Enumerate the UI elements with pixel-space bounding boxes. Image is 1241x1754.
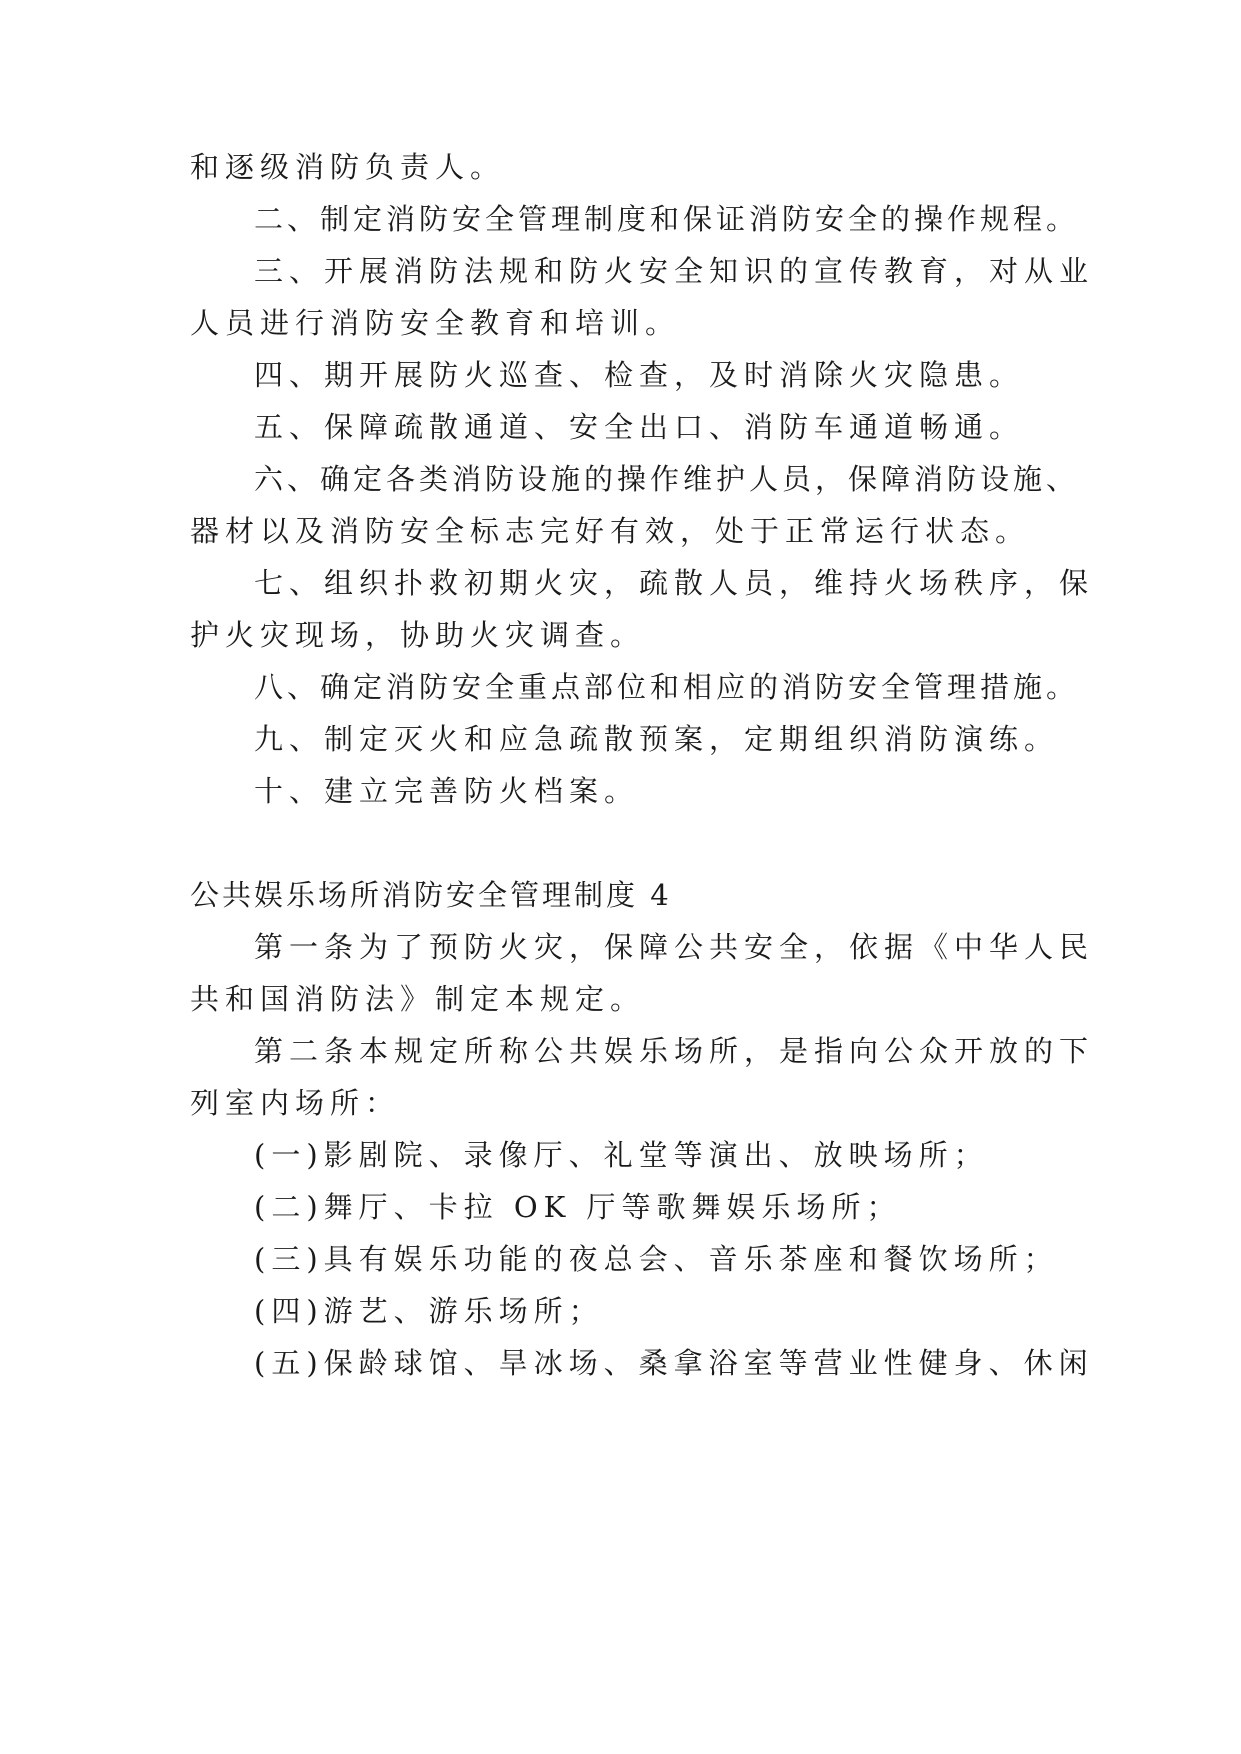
text-line: 器材以及消防安全标志完好有效，处于正常运行状态。 <box>190 514 1031 548</box>
text-line: 列室内场所： <box>190 1086 401 1120</box>
text-line: (一)影剧院、录像厅、礼堂等演出、放映场所； <box>254 1138 989 1172</box>
text-line: 八、确定消防安全重点部位和相应的消防安全管理措施。 <box>254 670 1080 704</box>
section-heading: 公共娱乐场所消防安全管理制度 4 <box>190 878 672 912</box>
text-line: 第一条为了预防火灾，保障公共安全，依据《中华人民 <box>254 930 1095 964</box>
text-line: 五、保障疏散通道、安全出口、消防车通道畅通。 <box>254 410 1025 444</box>
text-line: 人员进行消防安全教育和培训。 <box>190 306 681 340</box>
text-line: 第二条本规定所称公共娱乐场所，是指向公众开放的下 <box>254 1034 1095 1068</box>
text-line: 四、期开展防火巡查、检查，及时消除火灾隐患。 <box>254 358 1025 392</box>
text-line: 三、开展消防法规和防火安全知识的宣传教育，对从业 <box>254 254 1095 288</box>
text-line: 共和国消防法》制定本规定。 <box>190 982 646 1016</box>
text-line: 六、确定各类消防设施的操作维护人员，保障消防设施、 <box>254 462 1080 496</box>
text-line: 二、制定消防安全管理制度和保证消防安全的操作规程。 <box>254 202 1080 236</box>
text-line: 十、建立完善防火档案。 <box>254 774 640 808</box>
text-line: 九、制定灭火和应急疏散预案，定期组织消防演练。 <box>254 722 1060 756</box>
text-line: 七、组织扑救初期火灾，疏散人员，维持火场秩序，保 <box>254 566 1095 600</box>
text-line: (五)保龄球馆、旱冰场、桑拿浴室等营业性健身、休闲 <box>254 1346 1094 1380</box>
text-line: (三)具有娱乐功能的夜总会、音乐茶座和餐饮场所； <box>254 1242 1059 1276</box>
text-line: 和逐级消防负责人。 <box>190 150 506 184</box>
text-line: 护火灾现场，协助火灾调查。 <box>190 618 646 652</box>
text-line: (四)游艺、游乐场所； <box>254 1294 604 1328</box>
text-line: (二)舞厅、卡拉 OK 厅等歌舞娱乐场所； <box>254 1190 902 1224</box>
